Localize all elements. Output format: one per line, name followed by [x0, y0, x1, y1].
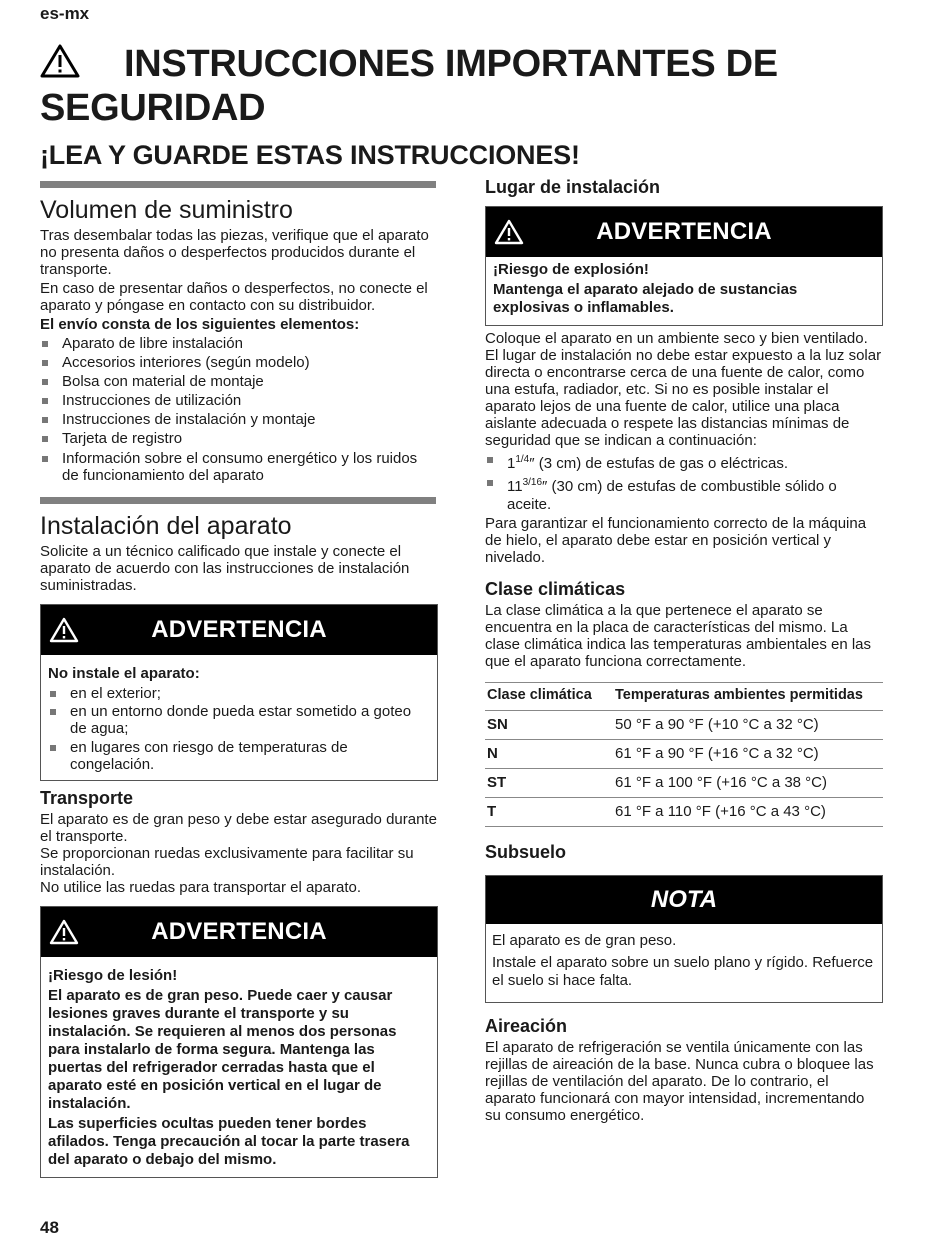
table-row — [485, 768, 883, 797]
note-text: El aparato es de gran peso. — [492, 931, 677, 949]
section-heading-suministro: Volumen de suministro — [40, 196, 293, 224]
table-header: Clase climática — [485, 682, 613, 710]
warning-label: ADVERTENCIA — [151, 615, 327, 643]
paragraph: La clase climática a la que pertenece el aparato se encuentra en la placa de características del mismo. La clase climática indica las temperaturas ambientales en las que el aparato funciona correctamente. — [485, 601, 872, 670]
warning-triangle-icon — [494, 219, 524, 245]
warning-box-transport — [40, 906, 438, 1178]
warning-triangle-icon — [49, 617, 79, 643]
table-cell: SN — [485, 710, 613, 739]
warning-title: No instale el aparato: — [48, 664, 200, 682]
warning-text: El aparato es de gran peso. Puede caer y causar lesiones graves durante el transporte y su instalación. Se requieren al menos dos personas para instalarlo de forma segura. Mantenga las puertas del refrigerador cerradas hasta que el aparato esté en posición vertical en el lugar de instalación. — [48, 987, 397, 1113]
paragraph: Coloque el aparato en un ambiente seco y bien ventilado. El lugar de instalación no debe estar expuesto a la luz solar directa o encontrarse cerca de una fuente de calor, como una estufa, radiador, etc. Si no es posible instalar el aparato lejos de una fuente de calor, utilice una placa aislante adecuada o respete las distancias mínimas de seguridad que se indican a continuación: — [485, 330, 882, 449]
warning-label: ADVERTENCIA — [151, 918, 327, 946]
section-divider — [40, 497, 436, 504]
table-header-row — [485, 682, 883, 710]
table-cell: 61 °F a 110 °F (+16 °C a 43 °C) — [613, 797, 883, 826]
list-item: Instrucciones de instalación y montaje — [40, 411, 438, 429]
table-row — [485, 710, 883, 739]
section-heading-aireacion: Aireación — [485, 1015, 568, 1036]
table-cell: ST — [485, 768, 613, 797]
warning-text: Las superficies ocultas pueden tener bordes afilados. Tenga precaución al tocar la parte trasera del aparato o debajo del mismo. — [48, 1115, 410, 1169]
warning-box-explosion — [485, 206, 883, 326]
warning-header — [41, 605, 437, 655]
section-heading-lugar: Lugar de instalación — [485, 177, 661, 197]
paragraph: En caso de presentar daños o desperfectos, no conecte el aparato y póngase en contacto con su distribuidor. — [40, 280, 428, 314]
supply-list — [40, 335, 438, 485]
paragraph: Se proporcionan ruedas exclusivamente para facilitar su instalación. — [40, 845, 414, 880]
list-item: Tarjeta de registro — [40, 430, 438, 448]
main-title — [40, 42, 920, 130]
paragraph: El aparato de refrigeración se ventila únicamente con las rejillas de aireación de la base. Nunca cubra o bloquee las rejillas de ventilación del aparato. De lo contrario, el aparato funcionará con mayor intensidad, incrementando su consumo energético. — [485, 1038, 874, 1124]
list-item: en un entorno donde pueda estar sometido a goteo de agua; — [48, 703, 430, 737]
list-item: en lugares con riesgo de temperaturas de congelación. — [48, 739, 430, 773]
table-cell: 61 °F a 90 °F (+16 °C a 32 °C) — [613, 739, 883, 768]
warning-body — [41, 957, 437, 1177]
table-cell: T — [485, 797, 613, 826]
section-heading-transporte: Transporte — [40, 788, 134, 809]
table-cell: 61 °F a 100 °F (+16 °C a 38 °C) — [613, 768, 883, 797]
list-title: El envío consta de los siguientes elementos: — [40, 316, 360, 333]
warning-text: Mantenga el aparato alejado de sustancias explosivas o inflamables. — [493, 281, 798, 316]
warning-label: ADVERTENCIA — [596, 218, 772, 245]
subtitle: ¡LEA Y GUARDE ESTAS INSTRUCCIONES! — [40, 140, 580, 170]
paragraph: Solicite a un técnico calificado que instale y conecte el aparato de acuerdo con las instrucciones de instalación suministradas. — [40, 542, 410, 594]
section-heading-subsuelo: Subsuelo — [485, 841, 567, 862]
warning-title: ¡Riesgo de lesión! — [48, 967, 178, 985]
paragraph: El aparato es de gran peso y debe estar asegurado durante el transporte. — [40, 811, 437, 846]
warning-triangle-icon — [49, 919, 79, 945]
list-item: Información sobre el consumo energético y los ruidos de funcionamiento del aparato — [40, 450, 438, 485]
table-row — [485, 739, 883, 768]
warning-triangle-icon — [40, 44, 80, 78]
list-item: $11^{3/16}''$ (30 cm) de estufas de combustible sólido o aceite. — [485, 474, 883, 513]
paragraph: Para garantizar el funcionamiento correcto de la máquina de hielo, el aparato debe estar en posición vertical y nivelado. — [485, 514, 867, 566]
paragraph: Tras desembalar todas las piezas, verifique que el aparato no presenta daños o desperfectos producidos durante el transporte. — [40, 227, 429, 278]
distance-list — [485, 451, 883, 513]
warning-title: ¡Riesgo de explosión! — [493, 261, 649, 278]
language-code: es-mx — [40, 4, 90, 23]
section-divider — [40, 181, 436, 188]
section-heading-clase: Clase climáticas — [485, 578, 626, 599]
note-box — [485, 875, 883, 1003]
table-cell: 50 °F a 90 °F (+10 °C a 32 °C) — [613, 710, 883, 739]
list-item: Accesorios interiores (según modelo) — [40, 354, 438, 372]
list-item: en el exterior; — [48, 685, 430, 702]
paragraph: No utilice las ruedas para transportar el aparato. — [40, 879, 362, 897]
note-text: Instale el aparato sobre un suelo plano y rígido. Refuerce el suelo si hace falta. — [492, 953, 874, 989]
list-item: Instrucciones de utilización — [40, 392, 438, 410]
main-title-text: INSTRUCCIONES IMPORTANTES DE SEGURIDAD — [40, 43, 778, 129]
warning-body — [41, 655, 437, 781]
section-heading-instalacion: Instalación del aparato — [40, 511, 292, 540]
warning-header — [486, 207, 882, 257]
list-item: Aparato de libre instalación — [40, 335, 438, 353]
warning-header — [41, 907, 437, 957]
table-row — [485, 797, 883, 826]
list-item: $1^{1/4}''$ (3 cm) de estufas de gas o eléctricas. — [485, 451, 883, 473]
page-number: 48 — [40, 1218, 59, 1237]
warning-box-installation — [40, 604, 438, 782]
list-item: Bolsa con material de montaje — [40, 373, 438, 391]
table-header: Temperaturas ambientes permitidas — [613, 682, 883, 710]
warning-body — [486, 257, 882, 325]
climate-class-table — [485, 682, 883, 827]
right-column — [485, 176, 883, 1126]
left-column — [40, 181, 438, 1182]
warning-list — [48, 685, 430, 773]
note-body — [486, 924, 882, 1002]
table-cell: N — [485, 739, 613, 768]
note-header: NOTA — [486, 876, 882, 924]
